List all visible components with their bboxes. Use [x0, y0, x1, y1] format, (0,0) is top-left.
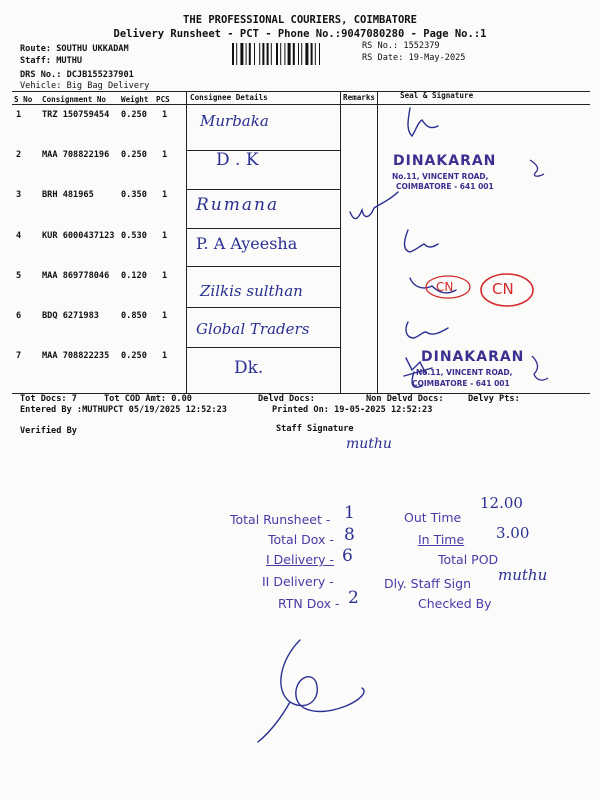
row-7-sno: 7 [16, 351, 22, 361]
row-7-weight: 0.250 [121, 351, 147, 361]
row-4-weight: 0.530 [121, 231, 147, 241]
header-remarks: Remarks [343, 93, 376, 102]
rs-no: RS No.: 1552379 [362, 41, 440, 51]
drs-no: DRS No.: DCJB155237901 [20, 70, 134, 80]
dinakaran-stamp-1-addr: No.11, VINCENT ROAD, [392, 172, 489, 181]
row-6-sno: 6 [16, 311, 22, 321]
row-2-consignment: MAA 708822196 [42, 150, 110, 160]
non-delvd-docs: Non Delvd Docs: [366, 394, 444, 404]
row-3-consignee: Rumana [196, 195, 280, 215]
out-time-value: 12.00 [480, 494, 523, 512]
row-4-signature [405, 230, 439, 252]
row-4-consignment: KUR 6000437123 [42, 231, 115, 241]
header-weight: Weight [121, 95, 149, 104]
row-3-pcs: 1 [162, 190, 168, 200]
cn-stamp-small: CN [436, 280, 454, 294]
verified-by: Verified By [20, 426, 77, 436]
row-2-sno: 2 [16, 150, 22, 160]
route-label: Route: SOUTHU UKKADAM [20, 44, 129, 54]
header-pcs: PCS [156, 95, 170, 104]
row-6-weight: 0.850 [121, 311, 147, 321]
tot-cod-amt: Tot COD Amt: 0.00 [104, 394, 192, 404]
row-7-pcs: 1 [162, 351, 168, 361]
staff-signature-hw: muthu [346, 436, 392, 452]
row-2-consignee: D . K [216, 150, 259, 170]
dinakaran-stamp-1-name: DINAKARAN [393, 153, 497, 169]
header-seal: Seal & Signature [400, 91, 474, 100]
row-1-consignment: TRZ 150759454 [42, 110, 110, 120]
barcode [232, 43, 356, 67]
row-2-weight: 0.250 [121, 150, 147, 160]
row-3-weight: 0.350 [121, 190, 147, 200]
staff-signature-label: Staff Signature [276, 424, 354, 434]
row-3-sno: 3 [16, 190, 22, 200]
dinakaran-stamp-2-name: DINAKARAN [421, 349, 525, 365]
summary-i-delivery-label: I Delivery - [266, 552, 335, 567]
entered-by: Entered By :MUTHUPCT 05/19/2025 12:52:23 [20, 405, 227, 415]
dinakaran-stamp-2-addr: No.11, VINCENT ROAD, [416, 368, 513, 377]
row-3-signature [350, 192, 398, 219]
row-6-pcs: 1 [162, 311, 168, 321]
company-title: THE PROFESSIONAL COURIERS, COIMBATORE [183, 14, 417, 26]
row-6-signature [406, 322, 448, 338]
row-5-pcs: 1 [162, 271, 168, 281]
tot-docs: Tot Docs: 7 [20, 394, 77, 404]
row-4-pcs: 1 [162, 231, 168, 241]
checker-signature [250, 630, 400, 750]
header-sno: S No [14, 95, 33, 104]
delvd-docs: Delvd Docs: [258, 394, 315, 404]
row-1-sno: 1 [16, 110, 22, 120]
summary-total-dox-label: Total Dox - [268, 532, 334, 547]
cn-stamp: CN [492, 280, 514, 298]
out-time-label: Out Time [404, 510, 462, 525]
total-pod-label: Total POD [438, 552, 499, 567]
row-6-consignment: BDQ 6271983 [42, 311, 99, 321]
row-1-weight: 0.250 [121, 110, 147, 120]
summary-total-runsheet-value: 1 [344, 503, 355, 523]
row-7-consignment: MAA 708822235 [42, 351, 110, 361]
row-1-signature [408, 108, 438, 136]
summary-total-dox-value: 8 [344, 525, 355, 545]
dly-staff-sign-label: Dly. Staff Sign [384, 576, 472, 591]
header-consignment: Consignment No [42, 95, 107, 104]
summary-ii-delivery-label: II Delivery - [262, 574, 334, 589]
summary-total-runsheet-label: Total Runsheet - [230, 512, 331, 527]
dly-staff-sign-value: muthu [498, 566, 548, 584]
dinakaran-stamp-1-city: COIMBATORE - 641 001 [396, 182, 494, 191]
delvy-pts: Delvy Pts: [468, 394, 520, 404]
row-3-consignment: BRH 481965 [42, 190, 94, 200]
row-1-pcs: 1 [162, 110, 168, 120]
runsheet-subtitle: Delivery Runsheet - PCT - Phone No.:9047080280 - Page No.:1 [113, 28, 487, 40]
in-time-label: In Time [418, 532, 465, 547]
row-5-sno: 5 [16, 271, 22, 281]
summary-rtn-dox-label: RTN Dox - [278, 596, 340, 611]
row-4-consignee: P. A Ayeesha [196, 234, 298, 253]
row-6-consignee: Global Traders [196, 320, 310, 338]
row-5-consignment: MAA 869778046 [42, 271, 110, 281]
checked-by-label: Checked By [418, 596, 492, 611]
in-time-value: 3.00 [496, 524, 530, 542]
row-2-pcs: 1 [162, 150, 168, 160]
dinakaran-stamp-2-city: COIMBATORE - 641 001 [412, 379, 510, 388]
rs-date: RS Date: 19-May-2025 [362, 53, 466, 63]
summary-rtn-dox-value: 2 [348, 588, 359, 608]
printed-on: Printed On: 19-05-2025 12:52:23 [272, 405, 433, 415]
row-4-sno: 4 [16, 231, 22, 241]
vehicle-label: Vehicle: Big Bag Delivery [20, 81, 150, 91]
row-5-weight: 0.120 [121, 271, 147, 281]
row-7-consignee: Dk. [234, 358, 264, 378]
staff-label: Staff: MUTHU [20, 56, 83, 66]
header-consignee: Consignee Details [190, 93, 268, 102]
row-1-consignee: Murbaka [200, 112, 269, 130]
row-5-consignee: Zilkis sulthan [200, 282, 303, 300]
summary-i-delivery-value: 6 [342, 546, 353, 566]
